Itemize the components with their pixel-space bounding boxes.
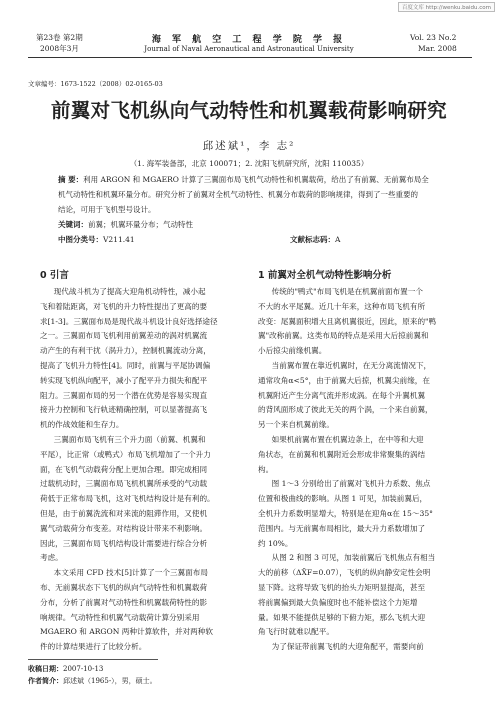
volume-cn: 第23卷 第2期	[36, 33, 83, 42]
text-line: 构。	[258, 464, 274, 474]
section-1-title: 1 前翼对全机气动特性影响分析	[258, 270, 392, 281]
text-line: 范围内。与无前翼布局相比，最大升力系数增加了	[258, 523, 426, 533]
abstract	[58, 172, 443, 247]
text-line: 如果机前翼布置在机翼边条上，在中等和大迎	[271, 434, 424, 444]
article-id: 文章编号：1673-1522（2008）02-0165-03	[28, 80, 163, 88]
classification-label: 中图分类号：	[58, 235, 103, 244]
header-rule	[28, 57, 472, 58]
text-line: 角状态，在前翼和机翼附近会形成非常聚集的涡结	[258, 449, 426, 459]
text-line: 翼气动载荷分布变差。对结构设计带来不利影响。	[40, 523, 208, 533]
text-line: 全机升力系数明显增大，特别是在迎角α在 15～35°	[258, 508, 433, 518]
text-line: 显下降。这将导致飞机的抬头力矩明显提高，甚至	[258, 582, 426, 592]
text-line: 面，在飞机气动载荷分配上更加合理。即完成相同	[40, 464, 208, 474]
text-line: 约 10%。	[258, 538, 293, 548]
abstract-label: 摘 要：	[58, 175, 84, 184]
watermark: 百度文库 http://wenku.baidu.com	[398, 2, 495, 12]
text-line: 机的作战效能和生存力。	[40, 420, 124, 430]
footnote	[28, 663, 328, 687]
date-en: Mar. 2008	[418, 44, 457, 53]
text-line: 为了保证带前翼飞机的大迎角配平，需要向前	[271, 642, 424, 652]
author-bio: 邱述斌（1965-），男，硕士。	[63, 677, 157, 685]
text-line: 从图 2 和图 3 可见，加装前翼后飞机焦点有相当	[271, 553, 436, 563]
text-line: 提高了飞机升力特性[4]。同时，前翼与平尾协调偏	[40, 360, 211, 370]
authors: 邱述斌¹，李 志²	[202, 140, 296, 152]
received-label: 收稿日期：	[28, 664, 63, 673]
text-line: 但是，由于前翼洗流和对来流的阻滞作用，又使机	[40, 508, 208, 518]
text-line: 接升力控制和飞行轨迹精确控制，可以显著提高飞	[40, 405, 208, 415]
text-line: 求[1-3]。三翼面布局是现代战斗机设计良好选择途径	[40, 316, 218, 326]
text-line: 角飞行时就难以配平。	[258, 627, 334, 637]
classification: V211.41	[103, 235, 135, 244]
text-line: 件的计算结果进行了比较分析。	[40, 642, 147, 652]
affiliation: （1. 海军装备部，北京 100071；2. 沈阳飞机研究所，沈阳 110035）	[129, 159, 369, 168]
text-line: 大的前移（ΔX̄F=0.07），飞机的纵向静安定性会明	[258, 568, 431, 578]
section-intro-title: 0 引言	[40, 270, 69, 281]
received-date: 2007-10-13	[63, 665, 104, 673]
text-line: 因此，三翼面布局飞机结构设计需要进行综合分析	[40, 538, 208, 548]
text-line: 考虑。	[40, 553, 63, 563]
keywords-label: 关键词：	[58, 220, 88, 229]
text-line: 机翼附近产生分离气流并形成涡。在每个升翼机翼	[258, 390, 426, 400]
text-line: 现代战斗机为了提高大迎角机动特性，减小起	[53, 287, 206, 296]
date-cn: 2008年3月	[40, 44, 79, 53]
text-line: 图 1～3 分别给出了前翼对飞机升力系数、焦点	[271, 479, 431, 489]
text-line: 小后掠尖前缘机翼。	[258, 346, 327, 356]
doc-code: A	[335, 235, 341, 244]
text-line: 分布，分析了前翼对气动特性和机翼载荷特性的影	[40, 597, 208, 607]
text-line: 之一。三翼面布局飞机利用前翼差动的涡对机翼流	[40, 331, 208, 341]
text-line: 转实现飞机纵向配平，减小了配平升力损失和配平	[40, 375, 208, 385]
journal-name-en: Journal of Naval Aeronautical and Astronautical University	[144, 45, 354, 53]
abstract-line: 结论，可用于飞机型号设计。	[58, 205, 156, 214]
text-line: 飞和着陆距离，对飞机的升力特性提出了更高的要	[40, 301, 208, 311]
text-line: 布、无前翼状态下飞机的纵向气动特性和机翼载荷	[40, 582, 208, 592]
paper-title: 前翼对飞机纵向气动特性和机翼载荷影响研究	[50, 99, 447, 122]
text-line: 另一个来自机翼前缘。	[258, 420, 334, 430]
text-line: 的背风面形成了彼此无关的两个涡，一个来自前翼，	[258, 405, 433, 415]
text-line: 改变：尾翼面积增大且离机翼很近，因此，原来的"鸭	[258, 316, 437, 326]
left-column	[40, 285, 242, 655]
text-line: 过载机动时，三翼面布局飞机机翼所承受的气动载	[40, 479, 208, 489]
text-line: 平尾），比正常（或鸭式）布局飞机增加了一个升力	[40, 449, 211, 459]
text-line: 将前翼偏到最大负偏度时也不能补偿这个力矩增	[258, 597, 418, 607]
text-line: 阻力。三翼面布局的另一个潜在优势是容易实现直	[40, 390, 208, 400]
text-line: 荷低于正常布局飞机，这对飞机结构设计是有利的。	[40, 494, 215, 504]
abstract-line: 利用 ARGON 和 MGAERO 计算了三翼面布局飞机气动特性和机翼载荷，给出了有前翼、无前翼布局全	[83, 175, 429, 184]
text-line: 位置和极曲线的影响。从图 1 可见，加装前翼后，	[258, 494, 428, 504]
text-line: 动产生的有利干扰（涡升力），控制机翼流动分离，	[40, 346, 211, 356]
journal-name-cn: 海 军 航 空 工 程 学 院 学 报	[151, 35, 347, 45]
text-line: 响规律。气动特性和机翼气动载荷计算分别采用	[40, 612, 200, 622]
text-line: 当前翼布置在靠近机翼时，在无分离流情况下，	[271, 360, 432, 370]
volume-en: Vol. 23 No.2	[410, 33, 457, 42]
text-line: 通常攻角α<5°，由于前翼大后掠，机翼尖前缘，在	[258, 375, 430, 385]
text-line: 三翼面布局飞机有三个升力面（前翼、机翼和	[53, 434, 206, 444]
right-column	[258, 285, 464, 655]
abstract-line: 机气动特性和机翼环量分布。研究分析了前翼对全机气动特性、机翼分布载荷的影响规律，得到了一些重要的	[58, 190, 418, 199]
footnote-rule	[28, 659, 158, 660]
text-line: 本文采用 CFD 技术[5]计算了一个三翼面布局	[53, 568, 208, 578]
text-line: 翼"改称前翼。这类布局的特点是采用大后掠前翼和	[258, 331, 429, 341]
text-line: 不大的水平尾翼。近几十年来，这种布局飞机有所	[258, 301, 426, 311]
keywords: 前翼；机翼环量分布；气动特性	[88, 220, 193, 229]
text-line: 传统的"鸭式"布局飞机是在机翼前面布置一个	[271, 287, 423, 296]
author-bio-label: 作者简介：	[28, 676, 63, 685]
text-line: 量。如果不能提供足够的下俯力矩，那么飞机大迎	[258, 612, 426, 622]
text-line: MGAERO 和 ARGON 两种计算软件，并对两种软	[40, 627, 213, 637]
doc-code-label: 文献标志码：	[290, 235, 335, 244]
